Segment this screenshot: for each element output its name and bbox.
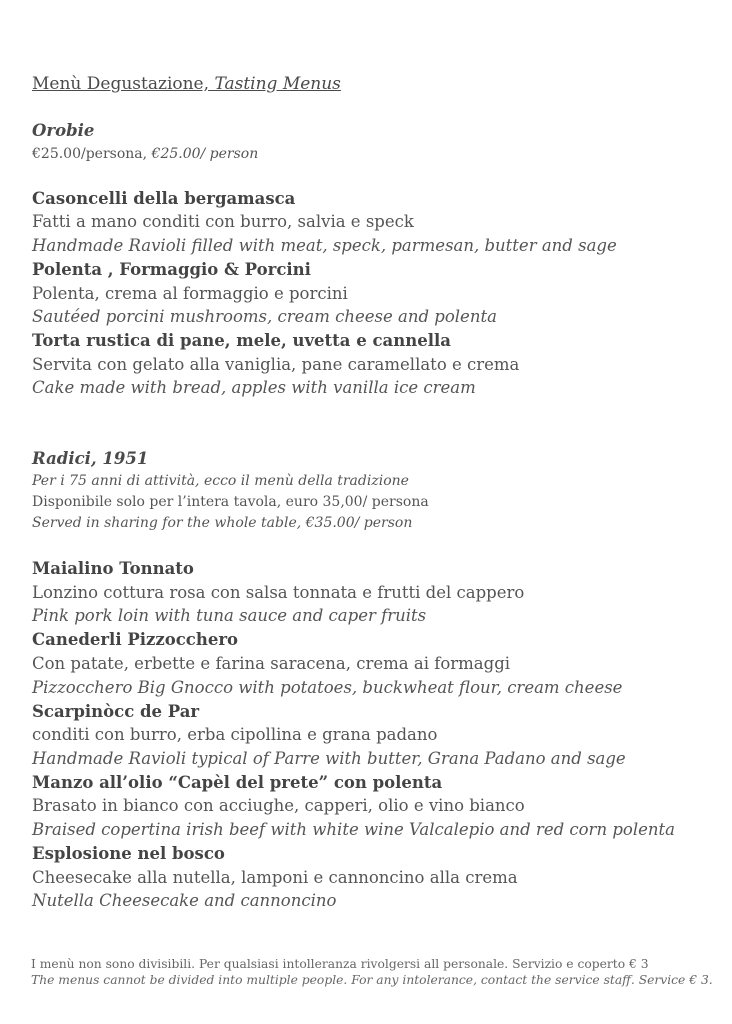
dish-name: Esplosione nel bosco [32, 844, 225, 863]
dish-description-english: Braised copertina irish beef with white wine Valcalepio and red corn polenta [32, 820, 675, 839]
menu-orobie-title: Orobie [32, 121, 95, 140]
menu-radici-title: Radici, 1951 [32, 449, 149, 468]
footer-note-italian: I menù non sono divisibili. Per qualsiasi intolleranza rivolgersi all personale. Servizio e coperto € 3 [31, 957, 649, 971]
price-italian: €25.00/persona, [32, 146, 148, 162]
footer-note-english: The menus cannot be divided into multiple people. For any intolerance, contact the service staff. Service € 3. [31, 973, 713, 987]
dish-name: Casoncelli della bergamasca [32, 189, 296, 208]
page-title [32, 74, 341, 94]
dish-description-italian: Con patate, erbette e farina saracena, crema ai formaggi [32, 654, 511, 673]
dish-description-english: Pizzocchero Big Gnocco with potatoes, buckwheat flour, cream cheese [32, 678, 623, 697]
menu-radici-price-english: Served in sharing for the whole table, €35.00/ person [32, 515, 413, 531]
dish-description-english: Handmade Ravioli filled with meat, speck, parmesan, butter and sage [32, 236, 617, 255]
dish-description-italian: Lonzino cottura rosa con salsa tonnata e frutti del cappero [32, 583, 525, 602]
dish-description-italian: Fatti a mano conditi con burro, salvia e speck [32, 212, 414, 231]
dish-description-italian: Servita con gelato alla vaniglia, pane caramellato e crema [32, 355, 520, 374]
title-english: Tasting Menus [214, 74, 341, 94]
menu-orobie-price [32, 146, 258, 162]
dish-name: Manzo all’olio “Capèl del prete” con polenta [32, 773, 443, 792]
dish-description-italian: Cheesecake alla nutella, lamponi e cannoncino alla crema [32, 868, 518, 887]
dish-description-english: Cake made with bread, apples with vanilla ice cream [32, 378, 476, 397]
menu-radici-note: Per i 75 anni di attività, ecco il menù della tradizione [32, 473, 409, 489]
dish-description-english: Sautéed porcini mushrooms, cream cheese and polenta [32, 307, 497, 326]
dish-description-italian: conditi con burro, erba cipollina e grana padano [32, 725, 438, 744]
dish-name: Torta rustica di pane, mele, uvetta e cannella [32, 331, 451, 350]
dish-name: Canederli Pizzocchero [32, 630, 239, 649]
dish-name: Maialino Tonnato [32, 559, 194, 578]
dish-name: Polenta , Formaggio & Porcini [32, 260, 311, 279]
menu-radici-availability: Disponibile solo per l’intera tavola, euro 35,00/ persona [32, 494, 429, 510]
dish-description-english: Nutella Cheesecake and cannoncino [32, 891, 337, 910]
title-italian: Menù Degustazione, [32, 74, 210, 94]
dish-name: Scarpinòcc de Par [32, 702, 200, 721]
dish-description-english: Handmade Ravioli typical of Parre with butter, Grana Padano and sage [32, 749, 626, 768]
dish-description-english: Pink pork loin with tuna sauce and caper fruits [32, 606, 427, 625]
price-english: €25.00/ person [151, 146, 259, 162]
dish-description-italian: Polenta, crema al formaggio e porcini [32, 284, 348, 303]
dish-description-italian: Brasato in bianco con acciughe, capperi, olio e vino bianco [32, 796, 525, 815]
